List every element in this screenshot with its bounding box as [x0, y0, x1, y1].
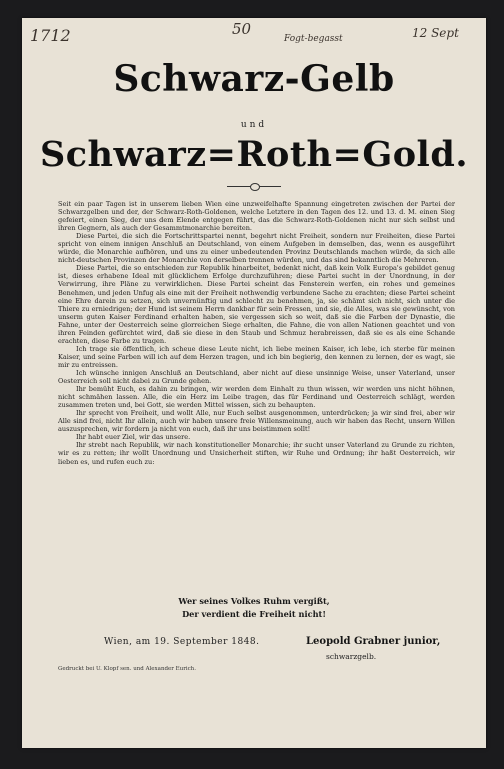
- motto-line-2: Der verdient die Freiheit nicht!: [182, 609, 326, 619]
- paragraph: Ihr bemüht Euch, es dahin zu bringen, wir werden dem Einhalt zu thun wissen, wir werden uns nicht höhnen, nicht schmähen lassen. Alle, die ein Herz im Leibe tragen, das für Ferdinand und Oesterreich schlägt, werden zusammen treten und, bei Gott, sie werden Mittel wissen, sich zu behaupten.: [58, 385, 455, 410]
- handwritten-date-right: 12 Sept: [412, 26, 459, 40]
- handwritten-number-center: 50: [232, 20, 252, 38]
- paragraph: Seit ein paar Tagen ist in unserem lieben Wien eine unzweifelhafte Spannung eingetreten zwischen der Partei der Schwarzgelben und der, der Schwarz-Roth-Goldenen, welche Letztere in den Tagen des 12. und 13. d. M. einen Sieg gefeiert, einen Sieg, der uns dem Elende entgegen führt, das die Schwarz-Roth-Goldenen nicht nur sich selbst und ihren Gegnern, als auch der Gesammtmonarchie bereiten.: [58, 200, 455, 233]
- paragraph: Ich wünsche innigen Anschluß an Deutschland, aber nicht auf diese unsinnige Weise, unser Vaterland, unser Oesterreich soll nicht dabei zu Grunde gehen.: [58, 368, 455, 386]
- signature-role: schwarzgelb.: [326, 652, 377, 661]
- motto-line-1: Wer seines Volkes Ruhm vergißt,: [178, 596, 330, 606]
- divider-ornament: [250, 183, 260, 191]
- signature-name: Leopold Grabner junior,: [306, 636, 441, 647]
- heading-line-2: Schwarz=Roth=Gold.: [39, 134, 469, 175]
- heading-connector: und: [240, 120, 268, 130]
- heading-line-1: Schwarz-Gelb: [113, 58, 395, 100]
- handwritten-number-left: 1712: [30, 26, 71, 45]
- paragraph: Ich trage sie öffentlich, ich scheue diese Leute nicht, ich liebe meinen Kaiser, ich lebe, ich sterbe für meinen Kaiser, und seine Farben will ich auf dem Herzen tragen, und ich bin begierig, den kennen zu lernen, der es wagt, sie mir zu entreissen.: [58, 344, 455, 369]
- paragraph: Ihr sprecht von Freiheit, und wollt Alle, nur Euch selbst ausgenommen, unterdrücken; ja wir sind frei, aber wir Alle sind frei, nicht Ihr allein, auch wir haben unsere freie Willensmeinung, auch wir haben das Recht, unsern Willen auszusprechen, wir fordern ja nicht von euch, daß ihr uns beistimmen sollt!: [58, 409, 455, 434]
- paragraph: Diese Partei, die so entschieden zur Republik hinarbeitet, bedenkt nicht, daß kein Volk Europa's gebildet genug ist, dieses erhabene Ideal mit glücklichem Erfolge durchzuführen; diese Partei sucht in der Unordnung, in der Verwirrung, ihre Pläne zu verwirklichen. Diese Partei scheint das Fensterein werfen, ein rohes und gemeines Benehmen, und jeden Unfug als eine mit der Freiheit nothwendig verbundene Sache zu erachten; diese Partei scheint eine Ehre darein zu setzen, sich unvernünftig und schlecht zu benehmen, ja, sie schämt sich nicht, sich unter die Thiere zu erniedrigen; der Hund ist seinem Herrn dankbar für sein Fressen, und sie, die Alles, was sie gewünscht, von unserm guten Kaiser Ferdinand erhalten haben, sie vergessen sich so weit, daß sie die Farben der Dynastie, die Fahne, unter der Oesterreich seine glorreichen Siege erhalten, die Fahne, die von allen Nationen geachtet und von ihren Feinden gefürchtet wird, daß sie diese in den Staub und Schmuz herabreissen, daß sie es als eine Schande erachten, diese Farbe zu tragen.: [58, 264, 455, 345]
- printer-imprint: Gedruckt bei U. Klopf sen. und Alexander Eurich.: [58, 666, 196, 672]
- proclamation-body: [58, 200, 455, 466]
- paragraph: Ihr strebt nach Republik, wir nach konstitutioneller Monarchie; ihr sucht unser Vaterland zu Grunde zu richten, wir es zu retten; ihr wollt Unordnung und Unsicherheit stiften, wir Ruhe und Ordnung; ihr haßt Oesterreich, wir lieben es, und rufen euch zu:: [58, 441, 455, 466]
- paragraph: Diese Partei, die sich die Fortschrittspartei nennt, begehrt nicht Freiheit, sondern nur Freiheiten, diese Partei spricht von einem innigen Anschluß an Deutschland, von einem Aufgeben in demselben, das, wenn es ausgeführt würde, die Monarchie aufhören, und uns zu einer unbedeutenden Provinz Deutschlands machen würde, da sich alle nicht-deutschen Provinzen der Monarchie von derselben trennen würden, und das sind bekanntlich die Mehreren.: [58, 232, 455, 265]
- paragraph: Ihr habt euer Ziel, wir das unsere.: [76, 433, 191, 442]
- date-line: Wien, am 19. September 1848.: [104, 637, 260, 647]
- handwritten-note-center: Fogt-begasst: [284, 34, 343, 44]
- poster-sheet: [22, 18, 486, 748]
